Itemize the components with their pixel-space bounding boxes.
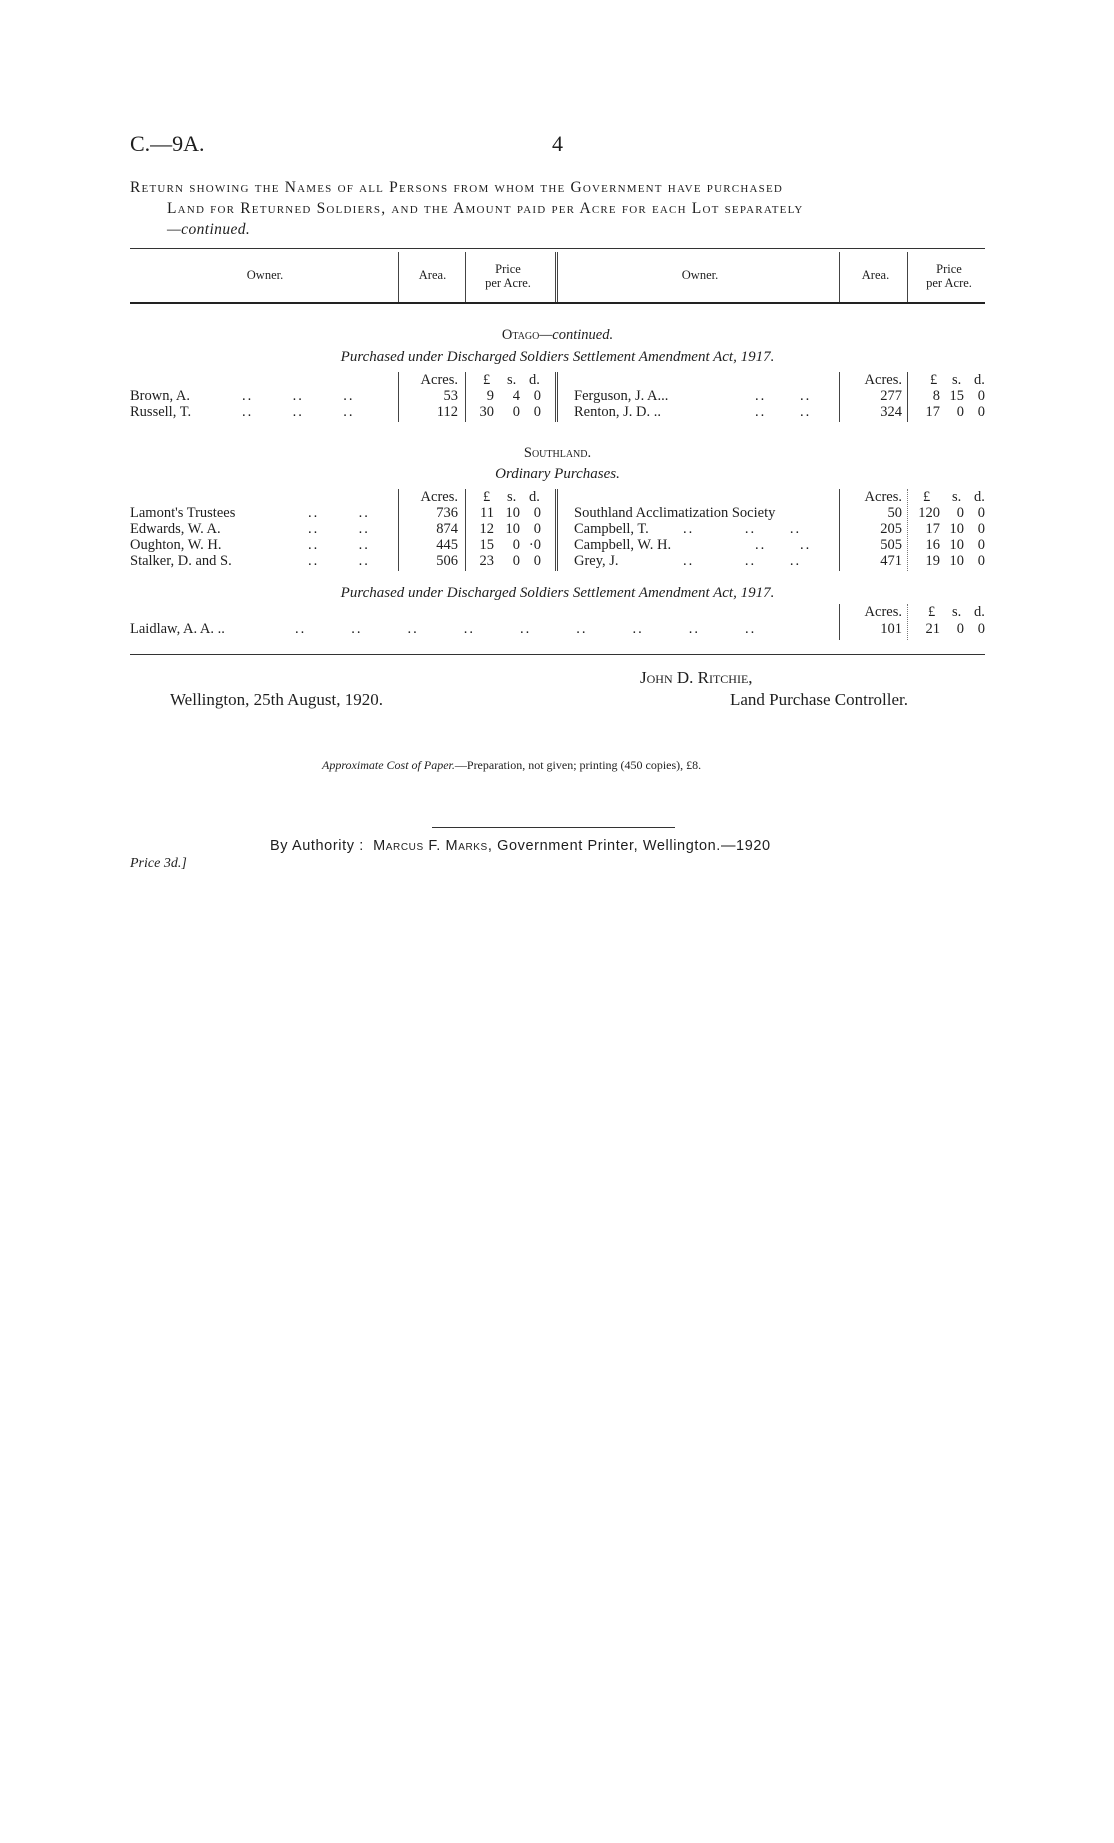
- unit-pence: d.: [974, 372, 985, 388]
- shillings-value: 4: [512, 388, 520, 404]
- leader-dots: .. .. ..: [683, 521, 802, 537]
- area-value: 445: [436, 537, 458, 553]
- southland-subheading: Ordinary Purchases.: [495, 466, 620, 482]
- divider: [907, 252, 908, 302]
- col-area-left: Area.: [418, 268, 447, 282]
- leader-dots: .. .. ..: [242, 388, 355, 404]
- owner-name: Laidlaw, A. A. ..: [130, 621, 225, 637]
- area-value: 112: [436, 404, 458, 420]
- otago-subheading: Purchased under Discharged Soldiers Settlement Amendment Act, 1917.: [340, 349, 775, 365]
- unit-pence: d.: [974, 604, 985, 620]
- unit-acres: Acres.: [864, 489, 902, 505]
- owner-name: Ferguson, J. A...: [574, 388, 669, 404]
- unit-pence: d.: [974, 489, 985, 505]
- divider: [555, 372, 558, 422]
- owner-name: Grey, J.: [574, 553, 619, 569]
- divider: [839, 372, 840, 422]
- unit-shilling: s.: [507, 489, 517, 505]
- shillings-value: 10: [949, 553, 964, 569]
- signatory-role: Land Purchase Controller.: [730, 690, 908, 709]
- owner-name: Brown, A.: [130, 388, 191, 404]
- return-title: [130, 177, 990, 240]
- owner-name: Edwards, W. A.: [130, 521, 221, 537]
- leader-dots: .. ..: [308, 521, 370, 537]
- pence-value: 0: [977, 388, 985, 404]
- pence-value: ·0: [528, 537, 541, 553]
- pounds-value: 23: [479, 553, 494, 569]
- printer-rule: [432, 827, 675, 828]
- unit-pence: d.: [529, 372, 540, 388]
- title-line-2: Land for Returned Soldiers, and the Amount paid per Acre for each Lot separately: [167, 200, 804, 217]
- area-value: 506: [436, 553, 458, 569]
- pounds-value: 19: [925, 553, 940, 569]
- shillings-value: 10: [505, 521, 520, 537]
- unit-acres: Acres.: [420, 489, 458, 505]
- divider: [839, 489, 840, 571]
- area-value: 277: [880, 388, 902, 404]
- owner-name: Russell, T.: [130, 404, 192, 420]
- pounds-value: 21: [925, 621, 940, 637]
- table-header-bottom-rule: [130, 302, 985, 304]
- unit-shilling: s.: [952, 372, 962, 388]
- printer-imprint: By Authority : Marcus F. Marks, Government Printer, Wellington.—1920: [270, 838, 771, 854]
- unit-acres: Acres.: [864, 604, 902, 620]
- shillings-value: 0: [956, 505, 964, 521]
- unit-shilling: s.: [952, 604, 962, 620]
- pounds-value: 9: [486, 388, 494, 404]
- area-value: 874: [436, 521, 458, 537]
- pence-value: 0: [977, 404, 985, 420]
- pence-value: 0: [533, 404, 541, 420]
- pence-value: 0: [977, 505, 985, 521]
- divider: [555, 252, 558, 302]
- title-line-1: Return showing the Names of all Persons from whom the Government have purchased: [130, 179, 784, 196]
- divider: [398, 372, 399, 422]
- unit-shilling: s.: [952, 489, 962, 505]
- owner-name: Southland Acclimatization Society: [574, 505, 776, 521]
- pence-value: 0: [533, 521, 541, 537]
- owner-name: Renton, J. D. ..: [574, 404, 661, 420]
- owner-name: Campbell, W. H.: [574, 537, 672, 553]
- title-line-3: —continued.: [167, 221, 251, 238]
- table-bottom-rule: [130, 654, 985, 655]
- pounds-value: 15: [479, 537, 494, 553]
- pounds-value: 12: [479, 521, 494, 537]
- cost-of-paper: Approximate Cost of Paper.—Preparation, not given; printing (450 copies), £8.: [322, 758, 702, 772]
- area-value: 50: [887, 505, 902, 521]
- pence-value: 0: [533, 505, 541, 521]
- owner-name: Stalker, D. and S.: [130, 553, 232, 569]
- unit-shilling: s.: [507, 372, 517, 388]
- area-value: 736: [436, 505, 458, 521]
- divider: [465, 252, 466, 302]
- price: Price 3d.]: [130, 856, 187, 871]
- owner-name: Campbell, T.: [574, 521, 649, 537]
- divider: [907, 604, 908, 640]
- leader-dots: .. .. ..: [242, 404, 355, 420]
- divider: [465, 489, 466, 571]
- shillings-value: 0: [512, 553, 520, 569]
- col-owner-left: Owner.: [246, 268, 284, 282]
- shillings-value: 15: [949, 388, 964, 404]
- southland-heading: Southland.: [523, 445, 592, 461]
- area-value: 53: [443, 388, 458, 404]
- leader-dots: .. ..: [755, 404, 812, 420]
- page-number: 4: [552, 131, 563, 156]
- pounds-value: 17: [925, 521, 940, 537]
- document-code: C.—9A.: [130, 131, 205, 156]
- shillings-value: 10: [505, 505, 520, 521]
- col-area-right: Area.: [861, 268, 890, 282]
- pence-value: 0: [533, 388, 541, 404]
- pence-value: 0: [977, 521, 985, 537]
- pounds-value: 30: [479, 404, 494, 420]
- divider: [907, 489, 908, 571]
- table-top-rule: [130, 248, 985, 249]
- unit-acres: Acres.: [864, 372, 902, 388]
- leader-dots: .. ..: [755, 537, 812, 553]
- place-date: Wellington, 25th August, 1920.: [170, 690, 384, 709]
- shillings-value: 0: [956, 404, 964, 420]
- shillings-value: 0: [512, 537, 520, 553]
- owner-name: Oughton, W. H.: [130, 537, 222, 553]
- unit-pound: £: [928, 604, 936, 620]
- divider: [465, 372, 466, 422]
- unit-pound: £: [923, 489, 931, 505]
- pence-value: 0: [977, 537, 985, 553]
- divider: [839, 252, 840, 302]
- shillings-value: 0: [956, 621, 964, 637]
- pounds-value: 16: [925, 537, 940, 553]
- unit-pence: d.: [529, 489, 540, 505]
- leader-dots: .. .. ..: [683, 553, 802, 569]
- divider: [398, 252, 399, 302]
- area-value: 205: [880, 521, 902, 537]
- pounds-value: 11: [480, 505, 494, 521]
- unit-pound: £: [483, 489, 491, 505]
- area-value: 101: [880, 621, 902, 637]
- unit-pound: £: [483, 372, 491, 388]
- unit-acres: Acres.: [420, 372, 458, 388]
- area-value: 471: [880, 553, 902, 569]
- leader-dots: .. ..: [755, 388, 812, 404]
- leader-dots: .. ..: [308, 553, 370, 569]
- pounds-value: 17: [925, 404, 940, 420]
- pence-value: 0: [977, 553, 985, 569]
- pounds-value: 8: [932, 388, 940, 404]
- unit-pound: £: [930, 372, 938, 388]
- signatory-name: John D. Ritchie,: [640, 668, 753, 687]
- shillings-value: 10: [949, 521, 964, 537]
- col-price-right: Price per Acre.: [926, 262, 972, 290]
- pence-value: 0: [977, 621, 985, 637]
- shillings-value: 10: [949, 537, 964, 553]
- divider: [555, 489, 558, 571]
- col-owner-right: Owner.: [681, 268, 719, 282]
- divider: [398, 489, 399, 571]
- divider: [907, 372, 908, 422]
- shillings-value: 0: [512, 404, 520, 420]
- pounds-value: 120: [918, 505, 940, 521]
- area-value: 324: [880, 404, 902, 420]
- southland-subheading-2: Purchased under Discharged Soldiers Settlement Amendment Act, 1917.: [340, 585, 775, 601]
- owner-name: Lamont's Trustees: [130, 505, 236, 521]
- col-price-left: Price per Acre.: [485, 262, 531, 290]
- pence-value: 0: [533, 553, 541, 569]
- leader-dots: .. ..: [308, 505, 370, 521]
- divider: [839, 604, 840, 640]
- otago-heading: Otago—continued.: [501, 327, 614, 343]
- area-value: 505: [880, 537, 902, 553]
- leader-dots: .. ..: [308, 537, 370, 553]
- leader-dots: .. .. .. .. .. .. .. .. ..: [295, 621, 757, 637]
